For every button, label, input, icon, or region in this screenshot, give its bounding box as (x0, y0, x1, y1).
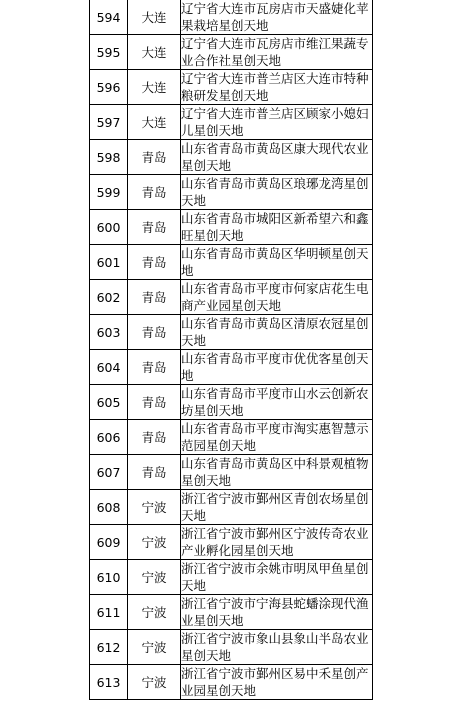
city-cell: 宁波 (128, 560, 181, 595)
table-row (90, 105, 373, 140)
name-cell: 山东省青岛市黄岛区清原农冠星创天地 (181, 315, 373, 350)
city-cell: 宁波 (128, 630, 181, 665)
name-cell: 山东省青岛市平度市优优客星创天地 (181, 350, 373, 385)
row-number-cell: 600 (90, 210, 128, 245)
document-page (89, 0, 369, 700)
name-cell: 辽宁省大连市普兰店区顾家小媳妇儿星创天地 (181, 105, 373, 140)
row-number-cell: 604 (90, 350, 128, 385)
table-row (90, 70, 373, 105)
row-number-cell: 609 (90, 525, 128, 560)
row-number-cell: 596 (90, 70, 128, 105)
city-cell: 大连 (128, 70, 181, 105)
city-cell: 宁波 (128, 595, 181, 630)
name-cell: 山东省青岛市黄岛区中科景观植物星创天地 (181, 455, 373, 490)
table-row (90, 140, 373, 175)
city-cell: 青岛 (128, 140, 181, 175)
name-cell: 浙江省宁波市鄞州区青创农场星创天地 (181, 490, 373, 525)
city-cell: 宁波 (128, 525, 181, 560)
table-row (90, 630, 373, 665)
name-cell: 山东省青岛市平度市淘实惠智慧示范园星创天地 (181, 420, 373, 455)
name-cell: 山东省青岛市平度市何家店花生电商产业园星创天地 (181, 280, 373, 315)
row-number-cell: 594 (90, 0, 128, 35)
city-cell: 青岛 (128, 350, 181, 385)
name-cell: 浙江省宁波市宁海县蛇蟠涂现代渔业星创天地 (181, 595, 373, 630)
row-number-cell: 610 (90, 560, 128, 595)
name-cell: 山东省青岛市黄岛区华明顿星创天地 (181, 245, 373, 280)
star-innovation-table (89, 0, 373, 700)
city-cell: 大连 (128, 105, 181, 140)
city-cell: 青岛 (128, 245, 181, 280)
row-number-cell: 602 (90, 280, 128, 315)
table-row (90, 315, 373, 350)
city-cell: 青岛 (128, 420, 181, 455)
row-number-cell: 607 (90, 455, 128, 490)
name-cell: 辽宁省大连市普兰店区大连市特种粮研发星创天地 (181, 70, 373, 105)
name-cell: 浙江省宁波市余姚市明凤甲鱼星创天地 (181, 560, 373, 595)
table-row (90, 35, 373, 70)
city-cell: 大连 (128, 0, 181, 35)
table-row (90, 665, 373, 700)
row-number-cell: 605 (90, 385, 128, 420)
row-number-cell: 598 (90, 140, 128, 175)
city-cell: 青岛 (128, 315, 181, 350)
table-body (90, 0, 373, 700)
row-number-cell: 603 (90, 315, 128, 350)
table-row (90, 280, 373, 315)
name-cell: 浙江省宁波市鄞州区宁波传奇农业产业孵化园星创天地 (181, 525, 373, 560)
name-cell: 辽宁省大连市瓦房店市天盛婕化苹果栽培星创天地 (181, 0, 373, 35)
city-cell: 青岛 (128, 175, 181, 210)
city-cell: 青岛 (128, 210, 181, 245)
table-row (90, 595, 373, 630)
table-row (90, 525, 373, 560)
name-cell: 辽宁省大连市瓦房店市维江果蔬专业合作社星创天地 (181, 35, 373, 70)
name-cell: 山东省青岛市城阳区新希望六和鑫旺星创天地 (181, 210, 373, 245)
row-number-cell: 606 (90, 420, 128, 455)
table-row (90, 245, 373, 280)
table-row (90, 490, 373, 525)
city-cell: 青岛 (128, 385, 181, 420)
row-number-cell: 611 (90, 595, 128, 630)
name-cell: 山东省青岛市黄岛区康大现代农业星创天地 (181, 140, 373, 175)
table-row (90, 350, 373, 385)
row-number-cell: 597 (90, 105, 128, 140)
table-row (90, 175, 373, 210)
city-cell: 青岛 (128, 280, 181, 315)
row-number-cell: 613 (90, 665, 128, 700)
city-cell: 青岛 (128, 455, 181, 490)
table-row (90, 455, 373, 490)
table-row (90, 385, 373, 420)
row-number-cell: 612 (90, 630, 128, 665)
name-cell: 浙江省宁波市象山县象山半岛农业星创天地 (181, 630, 373, 665)
table-row (90, 210, 373, 245)
city-cell: 大连 (128, 35, 181, 70)
city-cell: 宁波 (128, 665, 181, 700)
table-row (90, 560, 373, 595)
name-cell: 浙江省宁波市鄞州区易中禾星创产业园星创天地 (181, 665, 373, 700)
row-number-cell: 608 (90, 490, 128, 525)
name-cell: 山东省青岛市黄岛区琅琊龙湾星创天地 (181, 175, 373, 210)
name-cell: 山东省青岛市平度市山水云创新农坊星创天地 (181, 385, 373, 420)
table-row (90, 0, 373, 35)
row-number-cell: 601 (90, 245, 128, 280)
row-number-cell: 599 (90, 175, 128, 210)
table-row (90, 420, 373, 455)
city-cell: 宁波 (128, 490, 181, 525)
row-number-cell: 595 (90, 35, 128, 70)
